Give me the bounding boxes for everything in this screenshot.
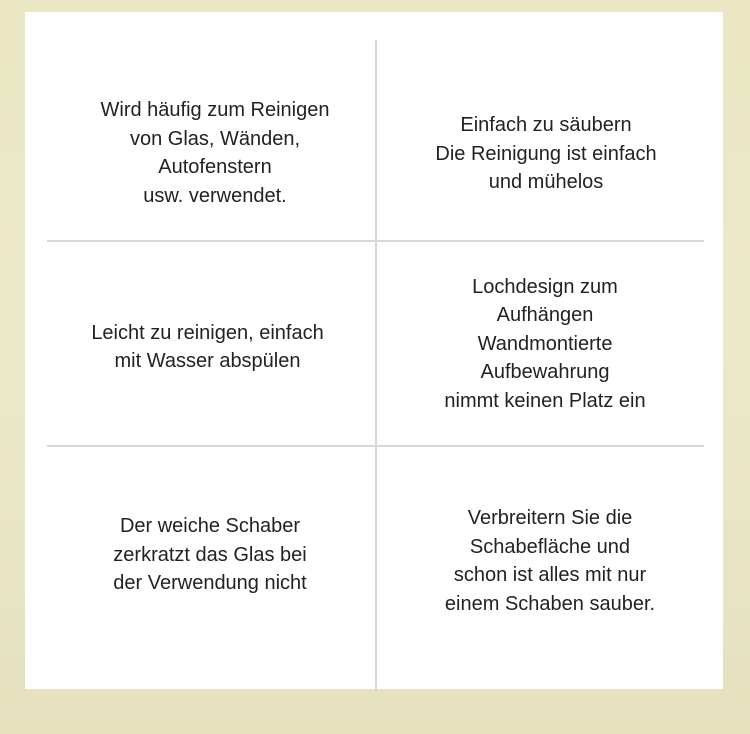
feature-text-line: Aufhängen xyxy=(496,304,594,327)
horizontal-divider-top xyxy=(47,240,704,242)
feature-text-line: von Glas, Wänden, xyxy=(129,127,301,150)
feature-text-line: Wandmontierte xyxy=(477,332,613,355)
feature-text-line: Einfach zu säubern xyxy=(460,114,632,137)
feature-text-line: Verbreitern Sie die xyxy=(467,507,633,529)
feature-text-line: Leicht zu reinigen, einfach xyxy=(91,321,324,344)
feature-text-line: und mühelos xyxy=(488,171,604,194)
feature-cell-hanging-hole xyxy=(385,259,705,429)
feature-text-line: Schabefläche und xyxy=(469,535,631,558)
feature-cell-wide-surface xyxy=(395,486,705,636)
feature-text-line: Der weiche Schaber xyxy=(119,515,301,538)
feature-text-line: usw. verwendet. xyxy=(143,184,287,207)
feature-text-line: Lochdesign zum xyxy=(472,275,618,298)
horizontal-divider-bottom xyxy=(47,445,704,447)
feature-text-line: mit Wasser abspülen xyxy=(114,350,301,372)
feature-text-line: Aufbewahrung xyxy=(480,361,610,384)
feature-text-line: Autofenstern xyxy=(158,156,272,178)
feature-text-line: einem Schaben sauber. xyxy=(444,592,656,615)
feature-text-line: Die Reinigung ist einfach xyxy=(435,142,657,165)
feature-cell-easy-clean xyxy=(391,84,701,224)
feature-cell-soft-scraper xyxy=(55,485,365,625)
vertical-divider xyxy=(375,40,377,692)
feature-text-line: nimmt keinen Platz ein xyxy=(444,389,646,412)
feature-text-line: zerkratzt das Glas bei xyxy=(113,543,307,566)
feature-cell-usage xyxy=(65,78,365,228)
feature-text-line: der Verwendung nicht xyxy=(113,572,307,595)
feature-grid-card xyxy=(25,12,723,689)
feature-text-line: schon ist alles mit nur xyxy=(453,564,647,586)
feature-text-line: Wird häufig zum Reinigen xyxy=(100,99,330,121)
feature-cell-rinse xyxy=(55,277,360,417)
